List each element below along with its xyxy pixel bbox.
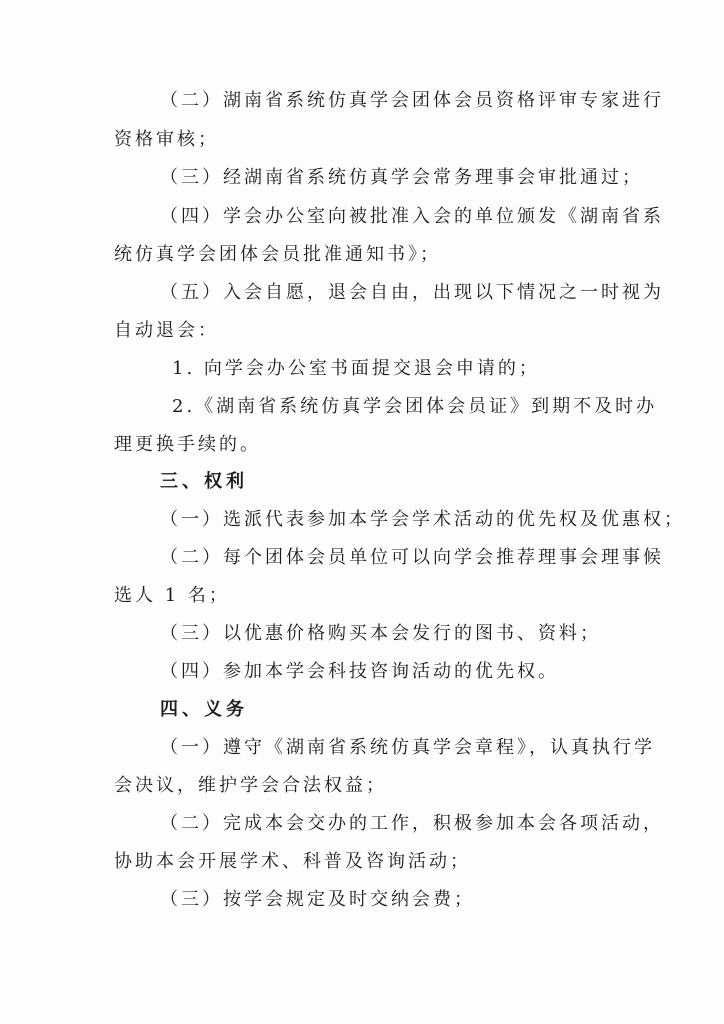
paragraph-line: （二）湖南省系统仿真学会团体会员资格评审专家进行 bbox=[160, 90, 664, 111]
paragraph-line: （二）每个团体会员单位可以向学会推荐理事会理事候 bbox=[160, 547, 664, 568]
list-item: 1. 向学会办公室书面提交退会申请的； bbox=[172, 358, 540, 379]
paragraph-line: 统仿真学会团体会员批准通知书》； bbox=[114, 244, 441, 265]
paragraph-line: （二）完成本会交办的工作，积极参加本会各项活动， bbox=[160, 813, 664, 834]
paragraph-line: （一）遵守《湖南省系统仿真学会章程》，认真执行学 bbox=[160, 737, 655, 758]
list-item: 2.《湖南省系统仿真学会团体会员证》到期不及时办 bbox=[172, 396, 658, 417]
paragraph-line: （一）选派代表参加本学会学术活动的优先权及优惠权； bbox=[160, 509, 685, 530]
paragraph-line: （三）按学会规定及时交纳会费； bbox=[160, 889, 475, 910]
paragraph-line: （三）以优惠价格购买本会发行的图书、资料； bbox=[160, 623, 601, 644]
paragraph-line: （四）参加本学会科技咨询活动的优先权。 bbox=[160, 661, 559, 682]
paragraph-line: （三）经湖南省系统仿真学会常务理事会审批通过； bbox=[160, 167, 643, 188]
paragraph-line: 选人 1 名； bbox=[114, 585, 230, 606]
paragraph-line: 理更换手续的。 bbox=[114, 434, 261, 455]
paragraph-line: （四）学会办公室向被批准入会的单位颁发《湖南省系 bbox=[160, 206, 664, 227]
section-heading-rights: 三、权利 bbox=[160, 471, 248, 492]
paragraph-line: 会决议，维护学会合法权益； bbox=[114, 775, 387, 796]
paragraph-line: 协助本会开展学术、科普及咨询活动； bbox=[114, 851, 471, 872]
paragraph-line: （五）入会自愿，退会自由，出现以下情况之一时视为 bbox=[160, 282, 664, 303]
section-heading-obligations: 四、义务 bbox=[160, 699, 248, 720]
paragraph-line: 资格审核； bbox=[114, 129, 219, 150]
paragraph-line: 自动退会： bbox=[114, 320, 219, 341]
